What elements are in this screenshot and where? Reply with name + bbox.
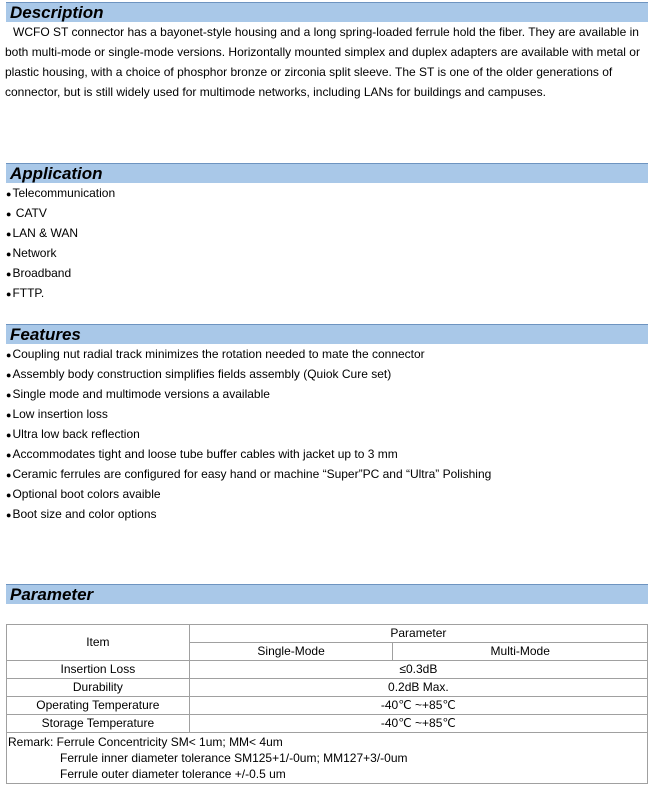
list-item: ●LAN & WAN bbox=[6, 226, 79, 240]
application-list bbox=[6, 183, 115, 303]
list-item: ●Telecommunication bbox=[6, 186, 116, 200]
bullet-icon: ● bbox=[6, 510, 12, 520]
list-item: ●Accommodates tight and loose tube buffer cables with jacket up to 3 mm bbox=[6, 447, 398, 461]
bullet-icon: ● bbox=[6, 350, 12, 360]
row-item: Storage Temperature bbox=[7, 715, 190, 733]
list-item: ●Coupling nut radial track minimizes the rotation needed to mate the connector bbox=[6, 347, 425, 361]
row-value: -40℃ ~+85℃ bbox=[189, 715, 647, 733]
list-item: ●Optional boot colors avaible bbox=[6, 487, 161, 501]
description-heading: Description bbox=[10, 3, 104, 22]
features-header bbox=[6, 324, 648, 344]
list-item: ● CATV bbox=[6, 206, 47, 220]
remark-line: Remark: Ferrule Concentricity SM< 1um; MM< 4um bbox=[8, 735, 283, 749]
bullet-icon: ● bbox=[6, 189, 12, 199]
remark-cell bbox=[7, 733, 648, 784]
description-header bbox=[6, 2, 648, 22]
remark-line: Ferrule outer diameter tolerance +/-0.5 um bbox=[60, 767, 286, 781]
bullet-icon: ● bbox=[6, 490, 12, 500]
parameter-header bbox=[6, 584, 648, 604]
bullet-icon: ● bbox=[6, 450, 12, 460]
features-list bbox=[6, 344, 491, 524]
list-item: ●Low insertion loss bbox=[6, 407, 108, 421]
bullet-icon: ● bbox=[6, 410, 12, 420]
table-row bbox=[7, 661, 648, 679]
table-row bbox=[7, 697, 648, 715]
bullet-icon: ● bbox=[6, 209, 12, 219]
bullet-icon: ● bbox=[6, 229, 12, 239]
row-value: ≤0.3dB bbox=[189, 661, 647, 679]
parameter-heading: Parameter bbox=[10, 585, 94, 604]
table-row bbox=[7, 715, 648, 733]
row-item: Operating Temperature bbox=[7, 697, 190, 715]
features-heading: Features bbox=[10, 325, 81, 344]
bullet-icon: ● bbox=[6, 289, 12, 299]
parameter-column-header: Parameter bbox=[189, 625, 647, 643]
bullet-icon: ● bbox=[6, 269, 12, 279]
application-heading: Application bbox=[10, 164, 103, 183]
application-header bbox=[6, 163, 648, 183]
row-item: Insertion Loss bbox=[7, 661, 190, 679]
row-value: 0.2dB Max. bbox=[189, 679, 647, 697]
bullet-icon: ● bbox=[6, 390, 12, 400]
bullet-icon: ● bbox=[6, 470, 12, 480]
list-item: ●FTTP. bbox=[6, 286, 45, 300]
list-item: ●Boot size and color options bbox=[6, 507, 157, 521]
list-item: ●Single mode and multimode versions a available bbox=[6, 387, 270, 401]
multi-mode-header: Multi-Mode bbox=[393, 643, 648, 661]
remark-line: Ferrule inner diameter tolerance SM125+1/-0um; MM127+3/-0um bbox=[60, 751, 408, 765]
parameter-table bbox=[6, 624, 648, 784]
description-text: WCFO ST connector has a bayonet-style housing and a long spring-loaded ferrule hold the fiber. They are available in both multi-mode or single-mode versions. Horizontally mounted simplex and duplex adapters are available with metal or plastic housing, with a choice of phosphor bronze or zirconia split sleeve. The ST is one of the older generations of connector, but is still widely used for multimode networks, including LANs for buildings and campuses. bbox=[5, 25, 640, 99]
list-item: ●Assembly body construction simplifies fields assembly (Quiok Cure set) bbox=[6, 367, 392, 381]
bullet-icon: ● bbox=[6, 430, 12, 440]
list-item: ●Ceramic ferrules are configured for easy hand or machine “Super”PC and “Ultra” Polishing bbox=[6, 467, 492, 481]
row-value: -40℃ ~+85℃ bbox=[189, 697, 647, 715]
list-item: ●Broadband bbox=[6, 266, 72, 280]
table-row bbox=[7, 679, 648, 697]
remark-row bbox=[7, 733, 648, 784]
list-item: ●Ultra low back reflection bbox=[6, 427, 140, 441]
single-mode-header: Single-Mode bbox=[189, 643, 393, 661]
row-item: Durability bbox=[7, 679, 190, 697]
list-item: ●Network bbox=[6, 246, 57, 260]
bullet-icon: ● bbox=[6, 249, 12, 259]
item-header: Item bbox=[7, 625, 190, 661]
bullet-icon: ● bbox=[6, 370, 12, 380]
